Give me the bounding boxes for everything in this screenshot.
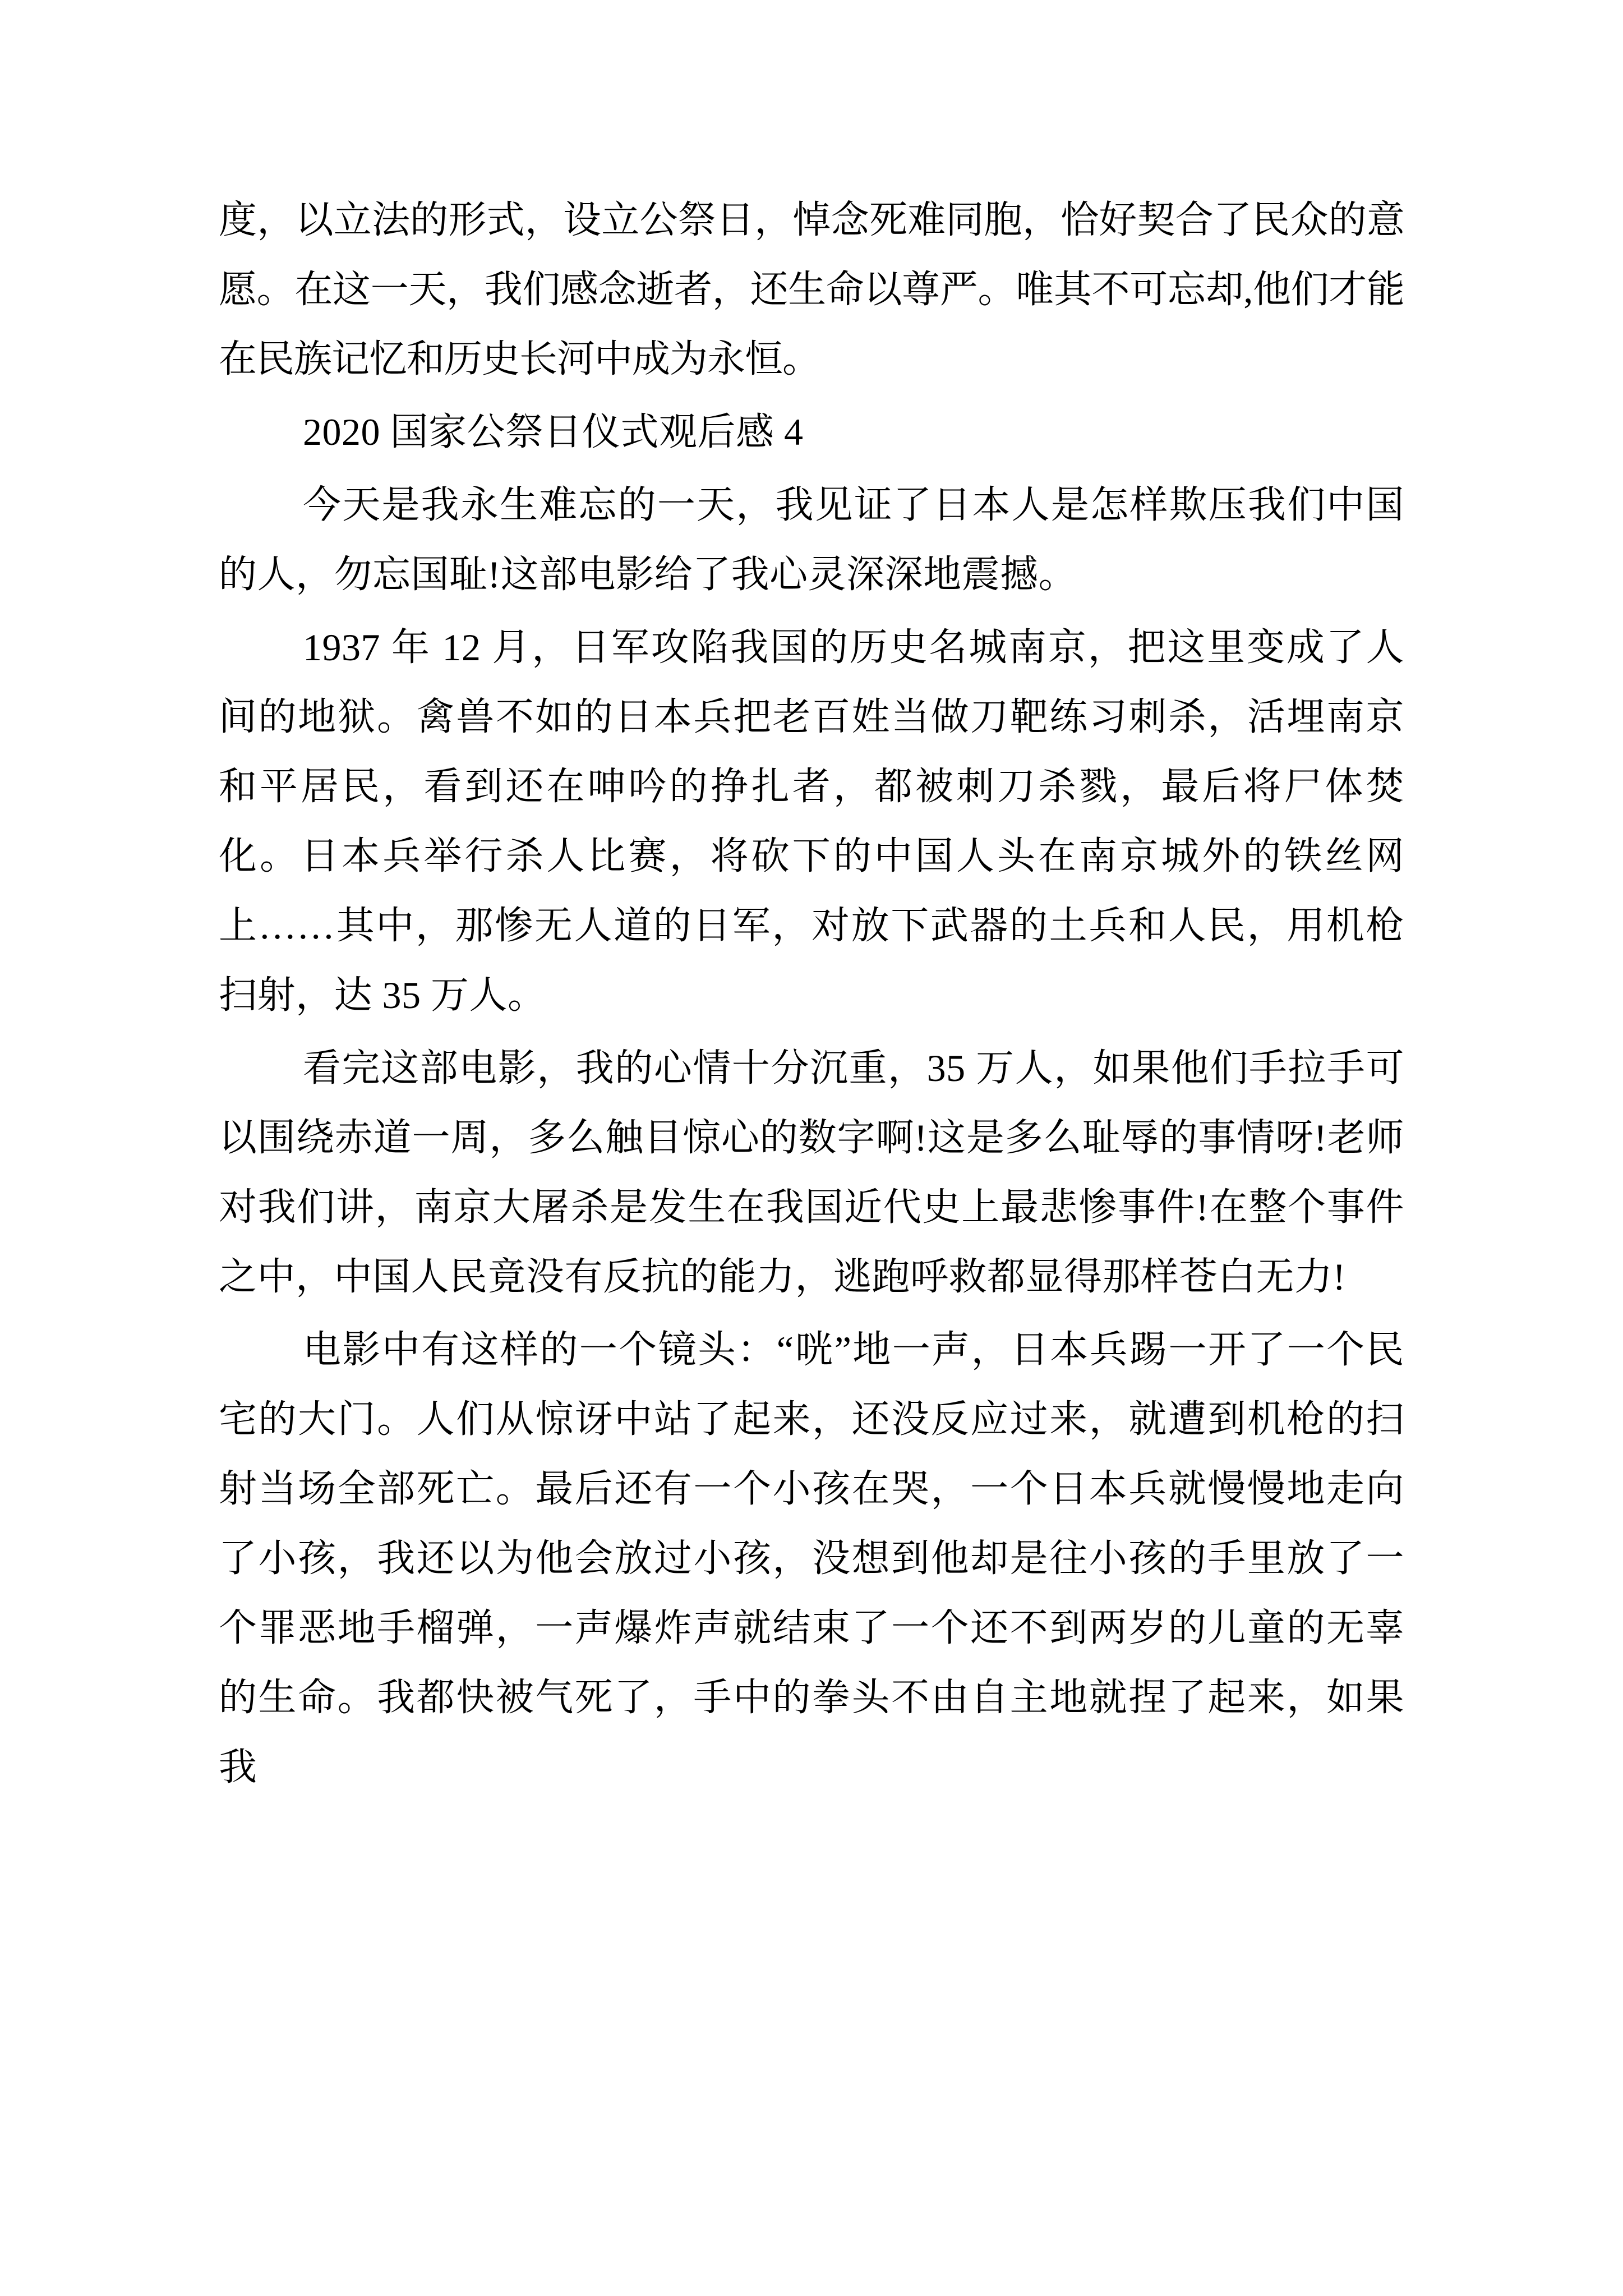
paragraph-1: 今天是我永生难忘的一天，我见证了日本人是怎样欺压我们中国的人，勿忘国耻!这部电影给了我心灵深深地震撼。 <box>219 484 1404 596</box>
paragraph-continued: 度，以立法的形式，设立公祭日，悼念死难同胞，恰好契合了民众的意愿。在这一天，我们感念逝者，还生命以尊严。唯其不可忘却,他们才能在民族记忆和历史长河中成为永恒。 <box>219 199 1404 380</box>
paragraph-2: 1937 年 12 月，日军攻陷我国的历史名城南京，把这里变成了人间的地狱。禽兽不如的日本兵把老百姓当做刀靶练习刺杀，活埋南京和平居民，看到还在呻吟的挣扎者，都被刺刀杀戮，最后将尸体焚化。日本兵举行杀人比赛，将砍下的中国人头在南京城外的铁丝网上……其中，那惨无人道的日军，对放下武器的土兵和人民，用机枪扫射，达 35 万人。 <box>219 626 1404 1016</box>
paragraph-3: 看完这部电影，我的心情十分沉重，35 万人，如果他们手拉手可以围绕赤道一周，多么触目惊心的数字啊!这是多么耻辱的事情呀!老师对我们讲，南京大屠杀是发生在我国近代史上最悲惨事件!在整个事件之中，中国人民竟没有反抗的能力，逃跑呼救都显得那样苍白无力! <box>219 1047 1404 1298</box>
document-body <box>219 185 1404 1802</box>
paragraph-4: 电影中有这样的一个镜头：“咣”地一声，日本兵踢一开了一个民宅的大门。人们从惊讶中站了起来，还没反应过来，就遭到机枪的扫射当场全部死亡。最后还有一个小孩在哭，一个日本兵就慢慢地走向了小孩，我还以为他会放过小孩，没想到他却是往小孩的手里放了一个罪恶地手榴弹，一声爆炸声就结束了一个还不到两岁的儿童的无辜的生命。我都快被气死了，手中的拳头不由自主地就捏了起来，如果我 <box>219 1328 1404 1788</box>
section-heading: 2020 国家公祭日仪式观后感 4 <box>303 411 804 453</box>
